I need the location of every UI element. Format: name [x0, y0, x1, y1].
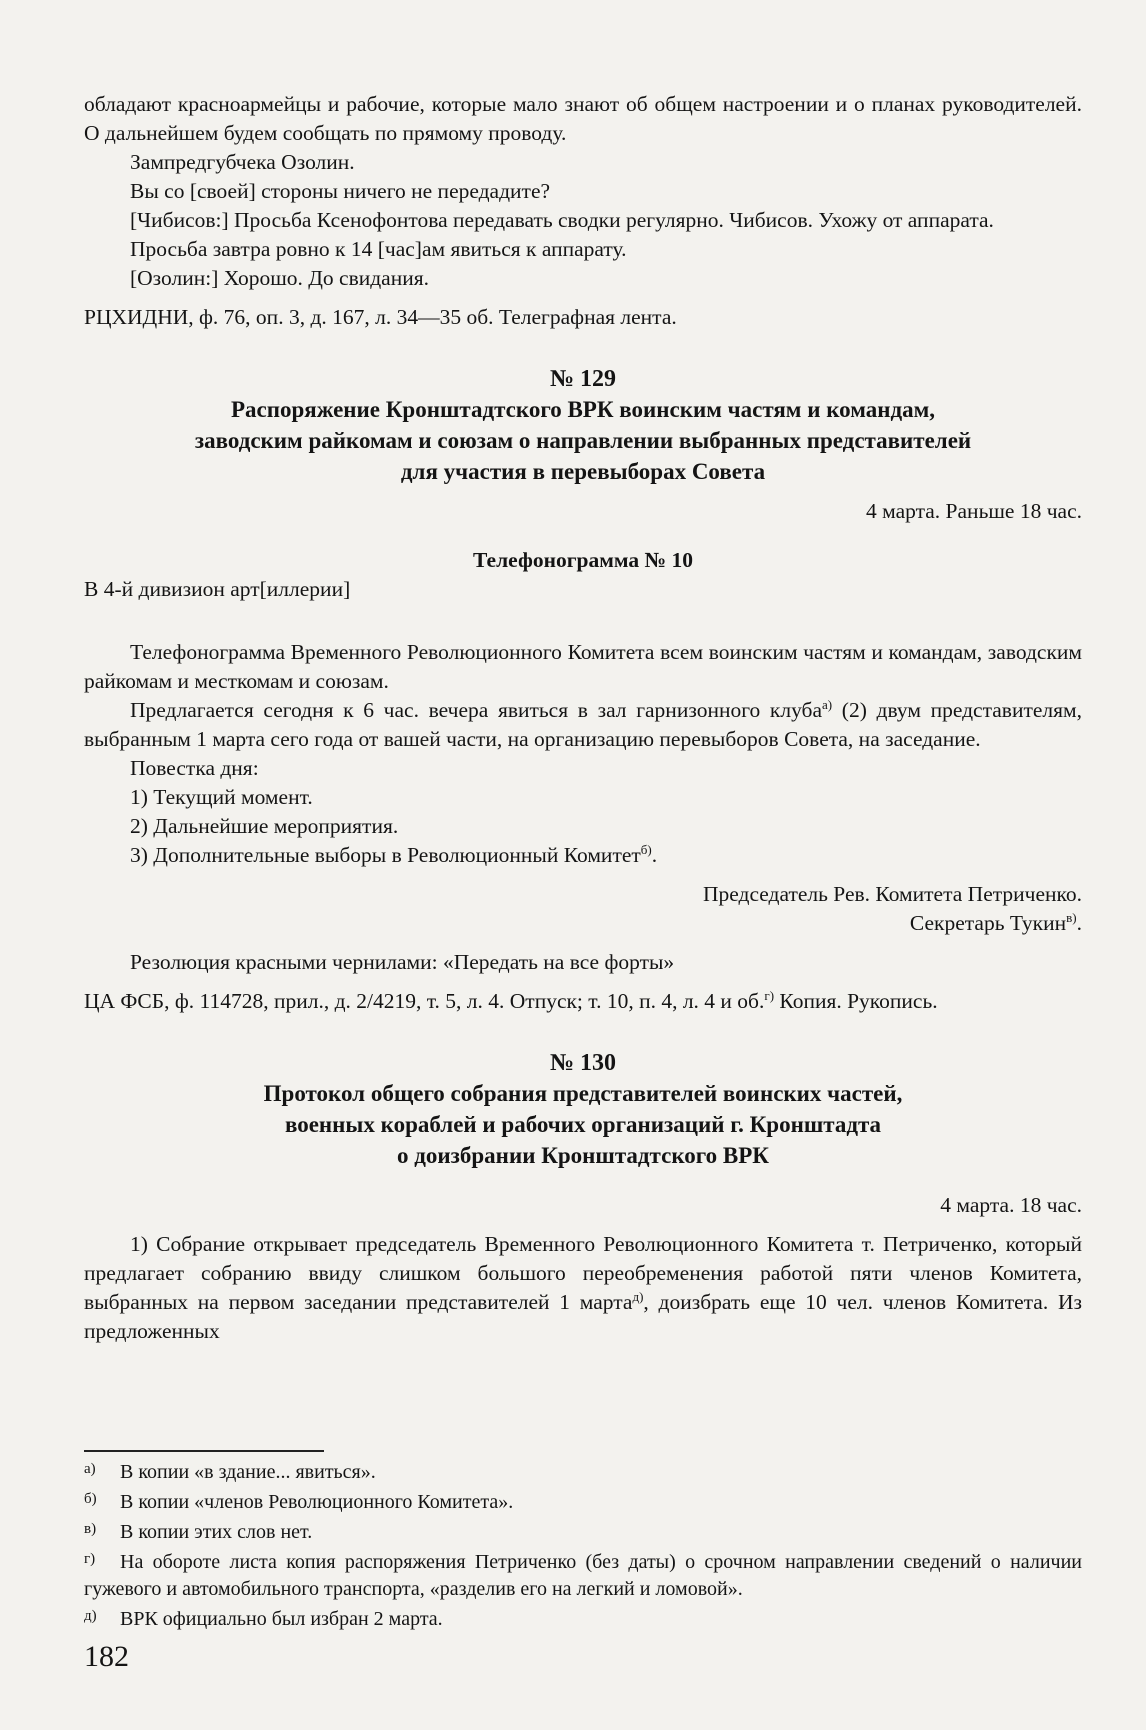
document-number: № 129 [549, 366, 617, 392]
footnote [84, 1546, 1082, 1603]
telephonogram-heading: Телефонограмма № 10 [473, 548, 693, 572]
agenda-item: 1) Текущий момент. [130, 785, 313, 809]
paragraph [84, 1230, 1082, 1346]
text-run: 1) Собрание открывает председатель Временного Революционного Комитета т. Петриченко, который предлагает собранию ввиду слишком большого переобременения работой пяти членов Комитета, выбранных на первом заседании представителей 1 марта [84, 1232, 1082, 1314]
document-number: № 130 [549, 1050, 617, 1076]
footnote-ref: б) [640, 841, 652, 857]
text-run: . [651, 843, 658, 867]
agenda-title: Повестка дня: [130, 756, 259, 780]
footnote [84, 1456, 1082, 1486]
paragraph: [Чибисов:] Просьба Ксенофонтова передавать сводки регулярно. Чибисов. Ухожу от аппарата. [130, 208, 994, 232]
paragraph: Просьба завтра ровно к 14 [час]ам явиться к аппарату. [130, 237, 627, 261]
footnote-mark: в) [84, 1520, 97, 1537]
footnote-ref: а) [822, 696, 833, 712]
text-run: Копия. Рукопись. [774, 989, 938, 1013]
paragraph [84, 696, 1082, 754]
footnote-mark: д) [84, 1607, 97, 1624]
footnotes [84, 1450, 1082, 1633]
page-number: 182 [84, 1640, 129, 1673]
paragraph: Вы со [своей] стороны ничего не передадите? [130, 179, 551, 203]
document-title-line: Протокол общего собрания представителей воинских частей, [263, 1081, 903, 1106]
page-body [84, 90, 1082, 1346]
signature [84, 909, 1082, 938]
archive-source [84, 987, 1082, 1016]
resolution-note: Резолюция красными чернилами: «Передать на все форты» [130, 950, 675, 974]
text-run: , доизбрать еще 10 чел. членов Комитета. Из предложенных [84, 1290, 1082, 1343]
text-run: . [1076, 911, 1082, 935]
footnote-text: На обороте листа копия распоряжения Петриченко (без даты) о срочном направлении сведений о наличии гужевого и автомобильного транспорта, «разделив его на легкий и ломовой». [84, 1550, 1082, 1600]
footnote-text: ВРК официально был избран 2 марта. [120, 1607, 443, 1630]
footnote-mark: а) [84, 1460, 96, 1477]
agenda-item: 2) Дальнейшие мероприятия. [130, 814, 399, 838]
paragraph: Зампредгубчека Озолин. [130, 150, 355, 174]
footnote-mark: б) [84, 1490, 97, 1507]
text-run: Предлагается сегодня к 6 час. вечера явиться в зал гарнизонного клуба [130, 698, 823, 722]
footnote-ref: в) [1066, 909, 1077, 925]
text-run: Секретарь Тукин [909, 911, 1067, 935]
footnote-ref: г) [764, 987, 775, 1003]
footnote-mark: г) [84, 1550, 96, 1567]
paragraph: обладают красноармейцы и рабочие, которые мало знают об общем настроении и о планах руководителей. О дальнейшем будем сообщать по прямому проводу. [84, 92, 1082, 145]
text-run: (2) двум представителям, выбранным 1 марта сего года от вашей части, на организацию перевыборов Совета, на заседание. [84, 698, 1082, 751]
paragraph: [Озолин:] Хорошо. До свидания. [130, 266, 429, 290]
footnote-text: В копии «в здание... явиться». [120, 1460, 376, 1483]
document-title-line: военных кораблей и рабочих организаций г. Кронштадта [284, 1112, 882, 1137]
footnote-ref: д) [632, 1288, 644, 1304]
text-run: ЦА ФСБ, ф. 114728, прил., д. 2/4219, т. 5, л. 4. Отпуск; т. 10, п. 4, л. 4 и об. [84, 989, 765, 1013]
document-date: 4 марта. Раньше 18 час. [866, 499, 1082, 523]
text-run: 3) Дополнительные выборы в Революционный Комитет [130, 843, 641, 867]
signature: Председатель Рев. Комитета Петриченко. [703, 882, 1082, 906]
footnote-text: В копии этих слов нет. [120, 1520, 313, 1543]
footnote [84, 1516, 1082, 1546]
footnote-divider [84, 1450, 324, 1452]
document-title-line: о доизбрании Кронштадтского ВРК [397, 1143, 769, 1168]
document-title-line: Распоряжение Кронштадтского ВРК воинским частям и командам, [230, 397, 936, 422]
agenda-item [84, 841, 1082, 870]
paragraph: Телефонограмма Временного Революционного Комитета всем воинским частям и командам, заводским райкомам и месткомам и союзам. [84, 640, 1082, 693]
archive-source: РЦХИДНИ, ф. 76, оп. 3, д. 167, л. 34—35 об. Телеграфная лента. [84, 305, 677, 329]
document-title-line: для участия в перевыборах Совета [400, 459, 766, 484]
addressee: В 4-й дивизион арт[иллерии] [84, 577, 351, 601]
footnote [84, 1603, 1082, 1633]
document-title-line: заводским райкомам и союзам о направлении выбранных представителей [194, 428, 972, 453]
document-date: 4 марта. 18 час. [940, 1193, 1082, 1217]
footnote [84, 1486, 1082, 1516]
footnote-text: В копии «членов Революционного Комитета». [120, 1490, 514, 1513]
